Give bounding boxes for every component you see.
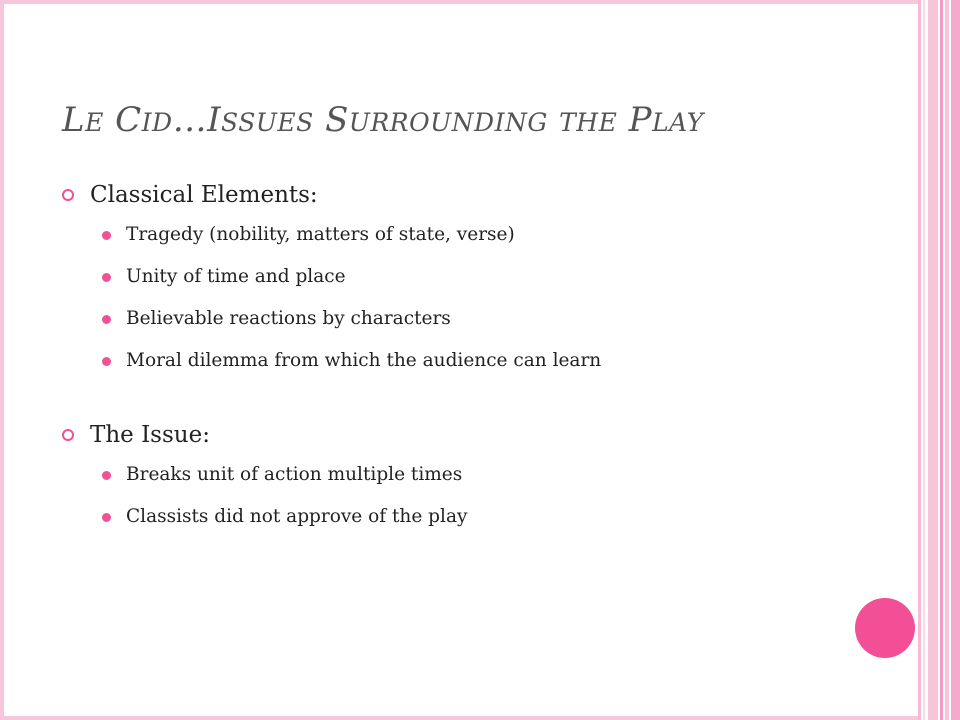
decorative-circle [855, 598, 915, 658]
stripe [940, 0, 943, 720]
bullet-level1 [62, 416, 902, 454]
title-fragment: P [628, 100, 653, 140]
bullet-level1 [62, 176, 902, 214]
title-fragment: … [172, 100, 208, 140]
title-fragment: S [325, 100, 349, 140]
bullet-text: Unity of time and place [126, 266, 346, 287]
title-fragment: I [207, 100, 222, 140]
dot-bullet-icon [102, 273, 111, 282]
title-fragment: LAY [652, 108, 704, 137]
decorative-stripes [918, 0, 960, 720]
title-fragment: SSUES [221, 108, 314, 137]
dot-bullet-icon [102, 231, 111, 240]
title-fragment: ID [141, 108, 173, 137]
title-fragment: URROUNDING [348, 108, 548, 137]
stripe [923, 0, 925, 720]
frame-top-line [0, 0, 918, 4]
dot-bullet-icon [102, 357, 111, 366]
bullet-text: Breaks unit of action multiple times [126, 464, 463, 485]
bullet-text: Believable reactions by characters [126, 308, 451, 329]
section-heading: Classical Elements: [90, 182, 318, 208]
stripe [945, 0, 949, 720]
title-fragment: L [62, 100, 86, 140]
slide-title [62, 100, 902, 140]
ring-bullet-icon [62, 429, 74, 441]
dot-bullet-icon [102, 471, 111, 480]
stripe [918, 0, 921, 720]
frame-bottom-line [0, 716, 918, 720]
section-the-issue [62, 416, 902, 538]
title-fragment: E [85, 108, 104, 137]
section-gap [62, 382, 902, 416]
slide-body [62, 176, 902, 538]
bullet-text: Classists did not approve of the play [126, 506, 468, 527]
bullet-level2 [62, 214, 902, 256]
bullet-level2 [62, 454, 902, 496]
title-fragment: THE [559, 108, 618, 137]
dot-bullet-icon [102, 513, 111, 522]
section-heading: The Issue: [90, 422, 210, 448]
bullet-level2 [62, 298, 902, 340]
ring-bullet-icon [62, 189, 74, 201]
stripe [951, 0, 960, 720]
section-classical-elements [62, 176, 902, 382]
frame-left-line [0, 0, 4, 720]
bullet-level2 [62, 496, 902, 538]
stripe [928, 0, 938, 720]
dot-bullet-icon [102, 315, 111, 324]
title-fragment: C [115, 100, 142, 140]
bullet-text: Moral dilemma from which the audience can learn [126, 350, 602, 371]
bullet-text: Tragedy (nobility, matters of state, verse) [126, 224, 515, 245]
bullet-level2 [62, 256, 902, 298]
bullet-level2 [62, 340, 902, 382]
